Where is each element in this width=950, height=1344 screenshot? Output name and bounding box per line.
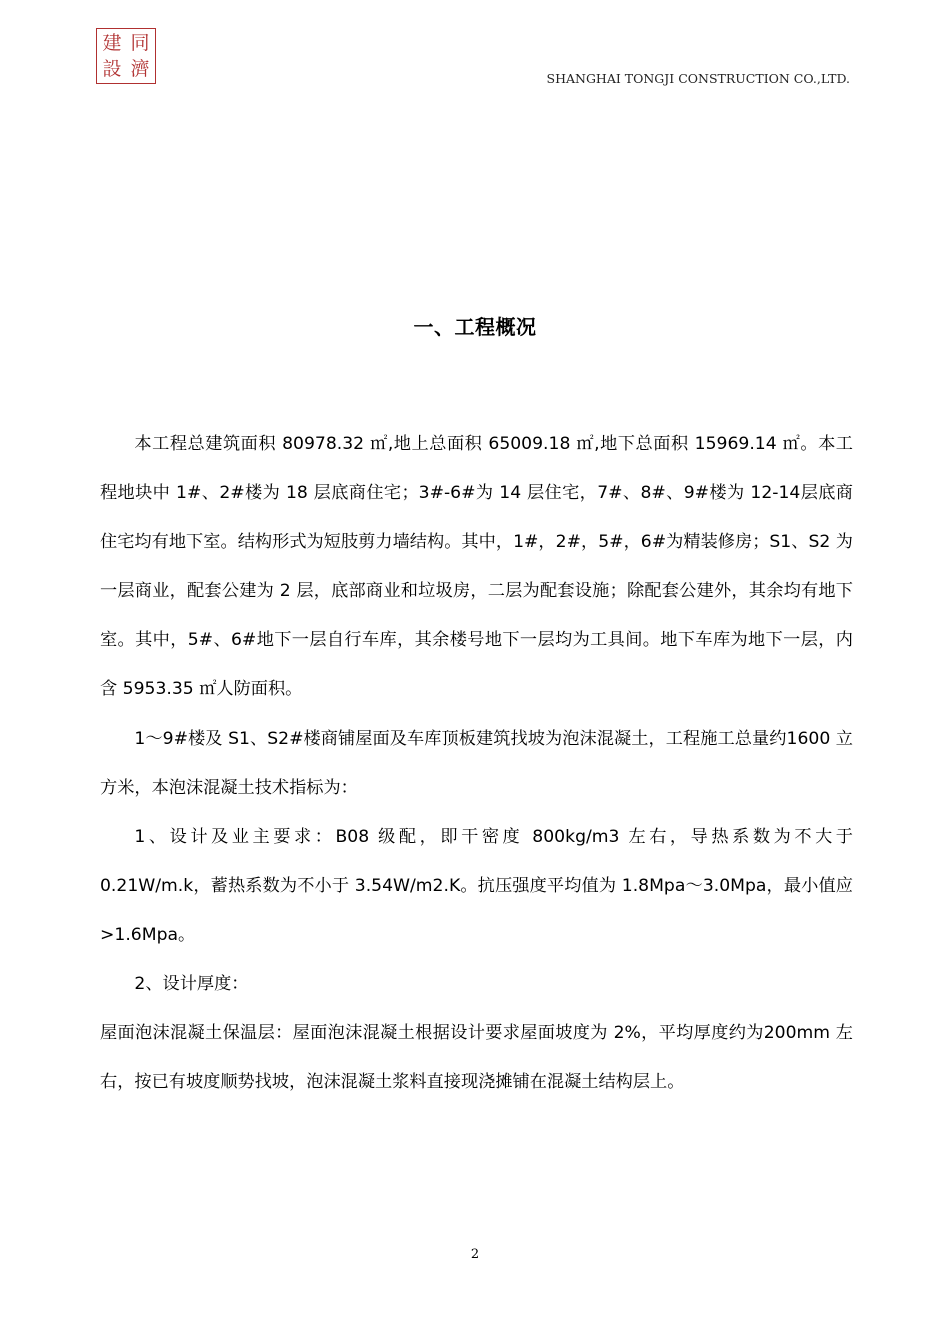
- seal-char: 濟: [130, 58, 150, 80]
- paragraph-insulation: 屋面泡沫混凝土保温层：屋面泡沫混凝土根据设计要求屋面坡度为 2%，平均厚度约为200mm 左右，按已有坡度顺势找坡，泡沫混凝土浆料直接现浇摊铺在混凝土结构层上。: [100, 1023, 853, 1093]
- header-company-name: SHANGHAI TONGJI CONSTRUCTION CO.,LTD.: [546, 71, 850, 86]
- paragraph-scope: 1～9#楼及 S1、S2#楼商铺屋面及车库顶板建筑找坡为泡沫混凝土，工程施工总量约1600 立方米，本泡沫混凝土技术指标为：: [100, 728, 853, 798]
- paragraph-spec-2: 2、设计厚度：: [134, 974, 249, 995]
- page-number: 2: [470, 1247, 480, 1262]
- paragraph-spec-1: 1、设计及业主要求：B08 级配，即干密度 800kg/m3 左右，导热系数为不大于0.21W/m.k，蓄热系数为不小于 3.54W/m2.K。抗压强度平均值为 1.8Mpa～3.0Mpa，最小值应>1.6Mpa。: [100, 826, 853, 945]
- paragraph-overview: 本工程总建筑面积 80978.32 ㎡,地上总面积 65009.18 ㎡,地下总面积 15969.14 ㎡。本工程地块中 1#、2#楼为 18 层底商住宅；3#-6#为 14 层住宅，7#、8#、9#楼为 12-14层底商住宅均有地下室。结构形式为短肢剪力墙结构。其中，1#，2#，5#，6#为精装修房；S1、S2 为一层商业，配套公建为 2 层，底部商业和垃圾房，二层为配套设施；除配套公建外，其余均有地下室。其中，5#、6#地下一层自行车库，其余楼号地下一层均为工具间。地下车库为地下一层，内含 5953.35 ㎡人防面积。: [100, 434, 853, 700]
- company-seal-logo: [96, 28, 156, 84]
- seal-char: 建: [102, 32, 122, 54]
- section-title: 一、工程概况: [413, 315, 537, 339]
- seal-char: 同: [130, 32, 150, 54]
- document-body: [100, 420, 853, 1107]
- seal-char: 設: [102, 58, 122, 80]
